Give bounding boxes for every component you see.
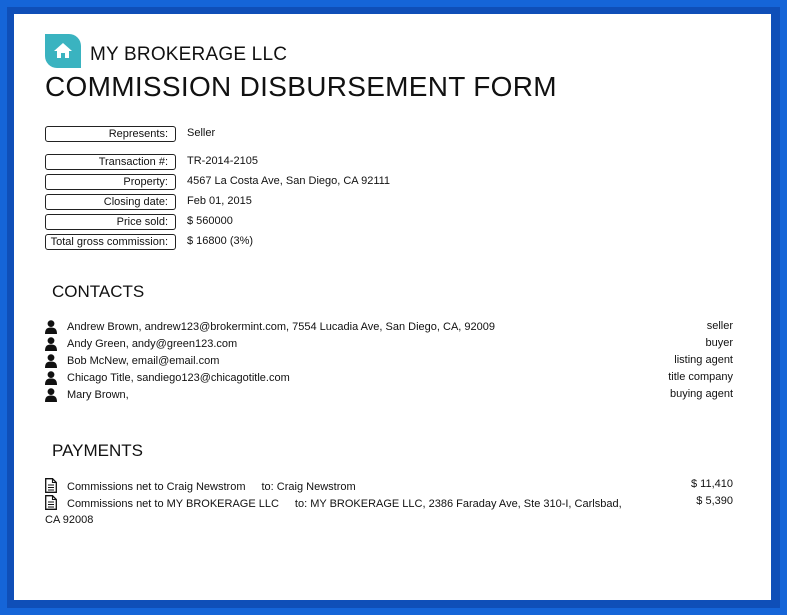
document-page — [14, 14, 771, 600]
payment-text — [45, 496, 625, 528]
payment-text — [67, 479, 647, 495]
field-label-represents: Represents: — [45, 126, 176, 142]
contact-text: Bob McNew, email@email.com — [67, 355, 220, 367]
field-value-transaction: TR-2014-2105 — [187, 155, 258, 167]
field-label-property: Property: — [45, 174, 176, 190]
payments-heading: PAYMENTS — [52, 441, 143, 460]
field-label-closing-date: Closing date: — [45, 194, 176, 210]
logo — [45, 34, 81, 68]
field-label-transaction: Transaction #: — [45, 154, 176, 170]
contact-text: Andy Green, andy@green123.com — [67, 338, 238, 350]
document-icon — [45, 478, 57, 493]
contact-role: seller — [706, 320, 733, 332]
field-label-gross-commission: Total gross commission: — [45, 234, 176, 250]
payment-amount: $ 5,390 — [696, 495, 733, 507]
contact-text: Chicago Title, sandiego123@chicagotitle.com — [67, 372, 290, 384]
company-name: MY BROKERAGE LLC — [90, 44, 288, 65]
field-value-property: 4567 La Costa Ave, San Diego, CA 92111 — [187, 175, 391, 187]
payment-recipient: to: Craig Newstrom — [261, 481, 356, 493]
field-value-gross-commission: $ 16800 (3%) — [187, 235, 254, 247]
field-value-represents: Seller — [187, 127, 216, 139]
field-value-closing-date: Feb 01, 2015 — [187, 195, 252, 207]
person-icon — [45, 320, 57, 334]
contact-role: buyer — [705, 337, 733, 349]
person-icon — [45, 337, 57, 351]
field-label-price-sold: Price sold: — [45, 214, 176, 230]
person-icon — [45, 388, 57, 402]
contact-role: listing agent — [674, 354, 733, 366]
payment-description: Commissions net to MY BROKERAGE LLC — [67, 498, 279, 510]
contacts-heading: CONTACTS — [52, 282, 145, 301]
person-icon — [45, 371, 57, 385]
payment-amount: $ 11,410 — [690, 478, 733, 490]
payment-recipient: to: MY BROKERAGE LLC, 2386 Faraday Ave, Ste 310-I, Carlsbad, CA 92008 — [45, 498, 622, 526]
person-icon — [45, 354, 57, 368]
contact-text: Mary Brown, — [67, 389, 129, 401]
form-title: COMMISSION DISBURSEMENT FORM — [45, 71, 557, 102]
home-icon — [53, 42, 73, 59]
contact-text: Andrew Brown, andrew123@brokermint.com, 7554 Lucadia Ave, San Diego, CA, 92009 — [67, 321, 495, 333]
contact-role: buying agent — [670, 388, 733, 400]
payment-description: Commissions net to Craig Newstrom — [67, 481, 246, 493]
contact-role: title company — [668, 371, 733, 383]
field-value-price-sold: $ 560000 — [187, 215, 233, 227]
